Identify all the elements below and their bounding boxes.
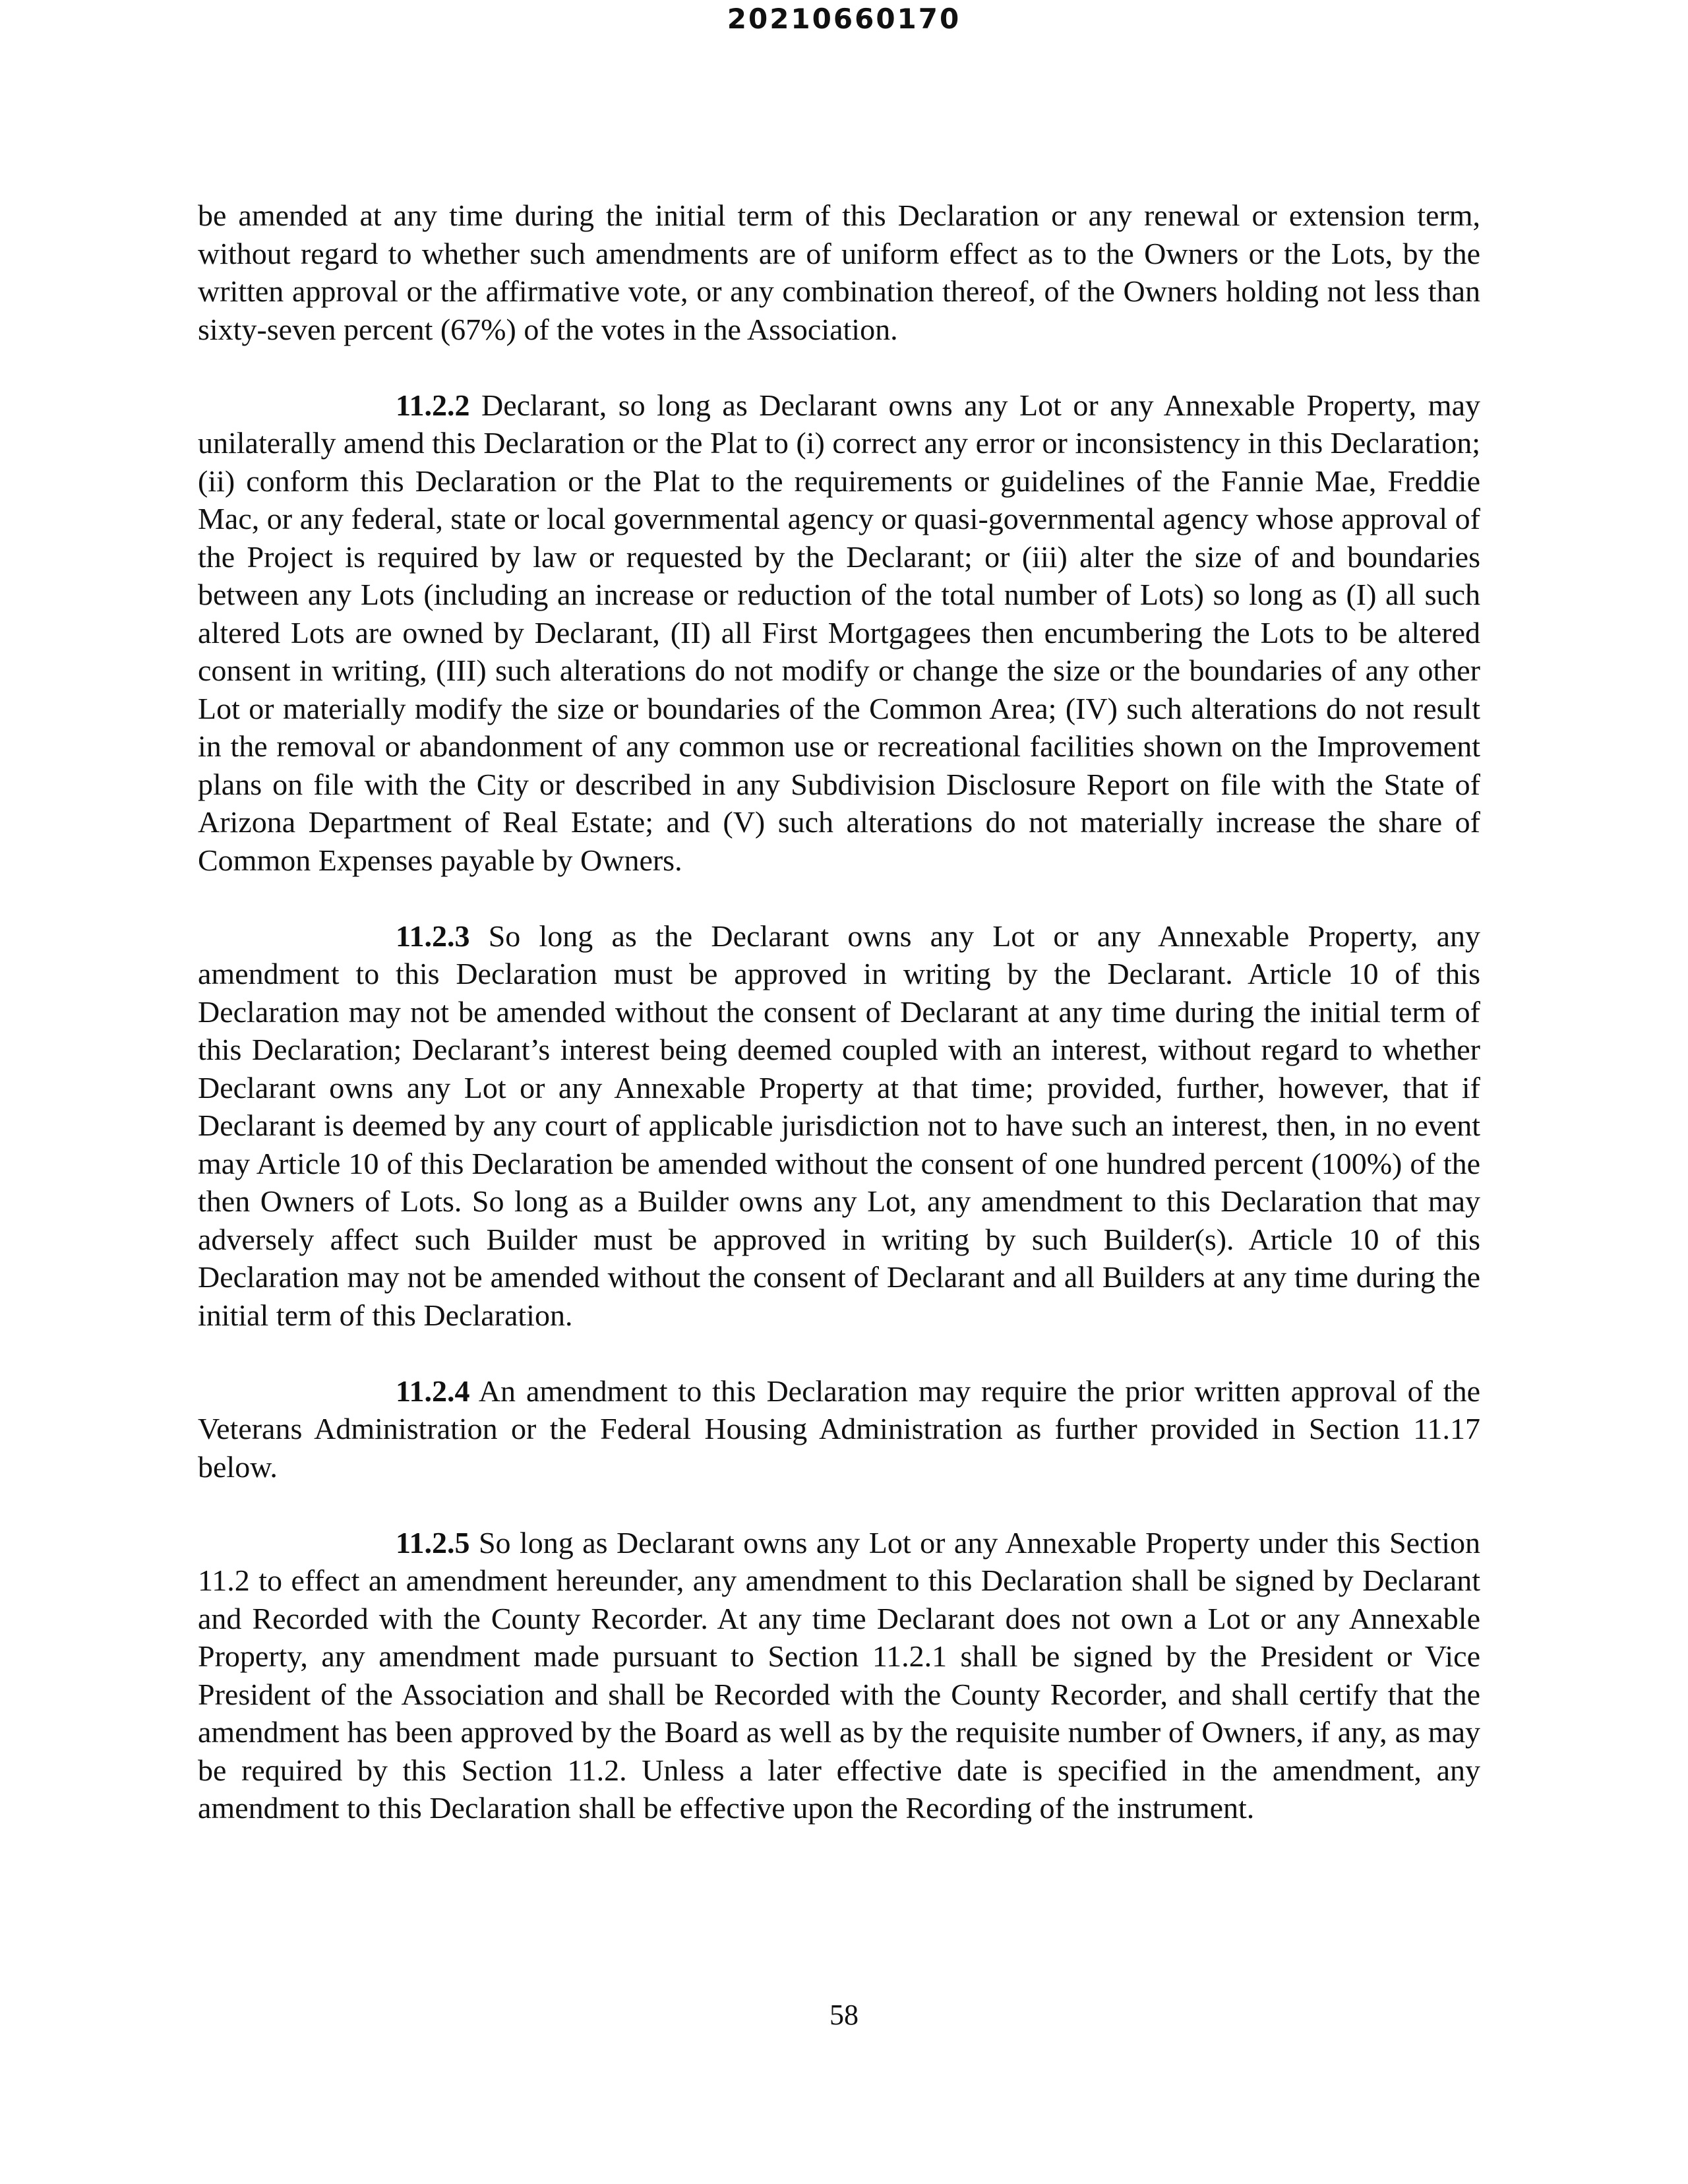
section-11-2-2 xyxy=(198,386,1480,880)
page-number: 58 xyxy=(829,1999,859,2031)
paragraph-text: So long as Declarant owns any Lot or any Annexable Property under this Section 11.2 to effect an amendment hereunder, any amendment to this Declaration shall be signed by Declarant and Recorded with the County Recorder. At any time Declarant does not own a Lot or any Annexable Property, any amendment made pursuant to Section 11.2.1 shall be signed by the President or Vice President of the Association and shall be Recorded with the County Recorder, and shall certify that the amendment has been approved by the Board as well as by the requisite number of Owners, if any, as may be required by this Section 11.2. Unless a later effective date is specified in the amendment, any amendment to this Declaration shall be effective upon the Recording of the instrument. xyxy=(198,1525,1481,1825)
paragraph-text: Declarant, so long as Declarant owns any Lot or any Annexable Property, may unilaterally amend this Declaration or the Plat to (i) correct any error or inconsistency in this Declaration; (ii) conform this Declaration or the Plat to the requirements or guidelines of the Fannie Mae, Freddie Mac, or any federal, state or local governmental agency or quasi-governmental agency whose approval of the Project is required by law or requested by the Declarant; or (iii) alter the size of and boundaries between any Lots (including an increase or reduction of the total number of Lots) so long as (I) all such altered Lots are owned by Declarant, (II) all First Mortgagees then encumbering the Lots to be altered consent in writing, (III) such alterations do not modify or change the size or the boundaries of any other Lot or materially modify the size or boundaries of the Common Area; (IV) such alterations do not result in the removal or abandonment of any common use or recreational facilities shown on the Improvement plans on file with the City or described in any Subdivision Disclosure Report on file with the State of Arizona Department of Real Estate; and (V) such alterations do not materially increase the share of Common Expenses payable by Owners. xyxy=(198,388,1480,877)
section-number: 11.2.2 xyxy=(396,388,470,422)
paragraph-text: An amendment to this Declaration may require the prior written approval of the Veterans Administration or the Federal Housing Administration as further provided in Section 11.17 below. xyxy=(198,1374,1480,1484)
section-number: 11.2.4 xyxy=(396,1374,470,1408)
document-number: 20210660170 xyxy=(727,3,961,35)
document-body xyxy=(198,197,1480,1865)
paragraph-text: So long as the Declarant owns any Lot or any Annexable Property, any amendment to this Declaration must be approved in writing by the Declarant. Article 10 of this Declaration may not be amended without the consent of Declarant at any time during the initial term of this Declaration; Declarant’s interest being deemed coupled with an interest, without regard to whether Declarant owns any Lot or any Annexable Property at that time; provided, further, however, that if Declarant is deemed by any court of applicable jurisdiction not to have such an interest, then, in no event may Article 10 of this Declaration be amended without the consent of one hundred percent (100%) of the then Owners of Lots. So long as a Builder owns any Lot, any amendment to this Declaration that may adversely affect such Builder must be approved in writing by such Builder(s). Article 10 of this Declaration may not be amended without the consent of Declarant and all Builders at any time during the initial term of this Declaration. xyxy=(198,919,1481,1332)
section-number: 11.2.3 xyxy=(396,919,470,953)
paragraph-text: be amended at any time during the initial term of this Declaration or any renewal or extension term, without regard to whether such amendments are of uniform effect as to the Owners or the Lots, by the written approval or the affirmative vote, or any combination thereof, of the Owners holding not less than sixty-seven percent (67%) of the votes in the Association. xyxy=(198,198,1480,346)
section-11-2-3 xyxy=(198,917,1480,1335)
section-number: 11.2.5 xyxy=(396,1525,470,1560)
section-11-2-4 xyxy=(198,1372,1480,1486)
paragraph-continuation xyxy=(198,197,1480,348)
section-11-2-5 xyxy=(198,1524,1480,1827)
